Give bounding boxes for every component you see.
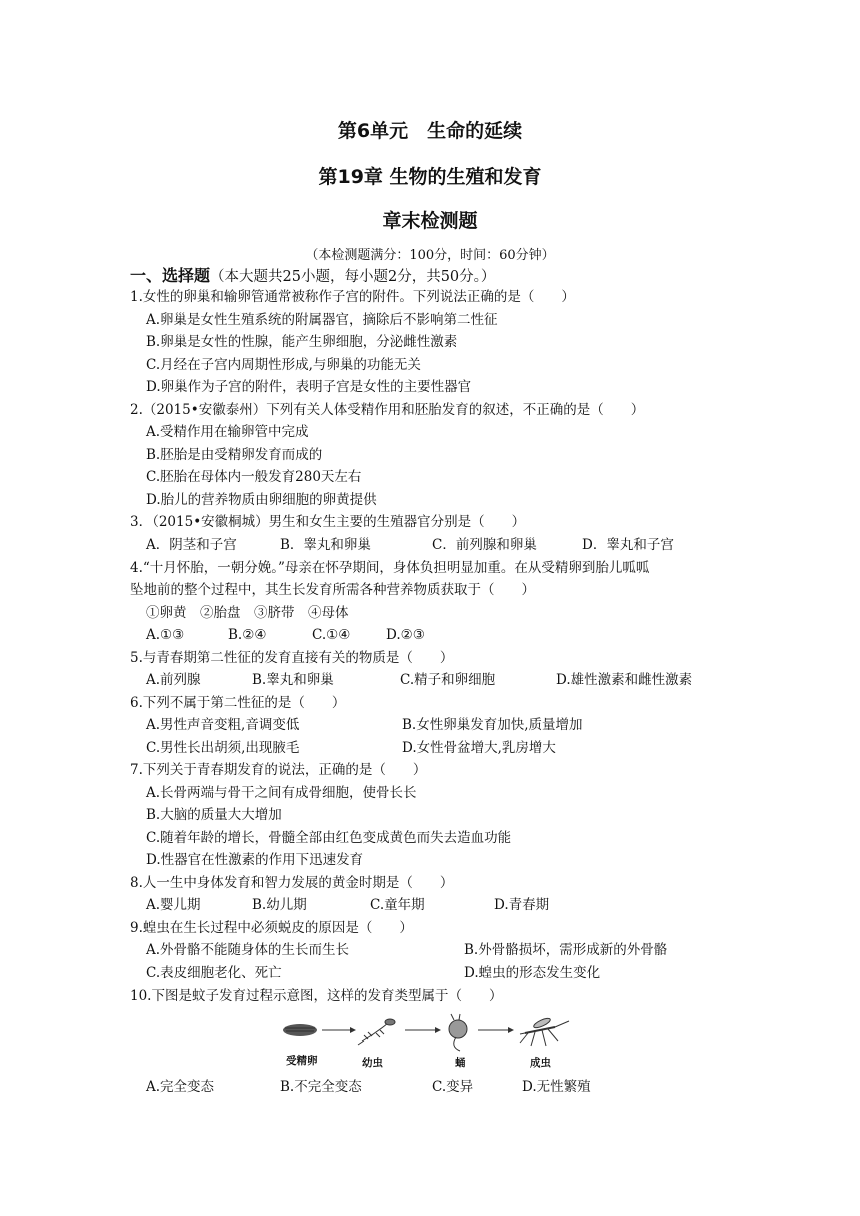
question-7-option-b: B.大脑的质量大大增加 bbox=[146, 807, 282, 823]
question-3-option-a: A．阴茎和子宫 bbox=[146, 537, 237, 553]
unit-title: 第6单元 生命的延续 bbox=[337, 120, 523, 142]
question-10-stem: 10.下图是蚊子发育过程示意图，这样的发育类型属于（ ） bbox=[130, 988, 503, 1004]
section-description: （本大题共25小题，每小题2分，共50分。） bbox=[210, 269, 496, 285]
question-6-option-a: A.男性声音变粗,音调变低 bbox=[146, 717, 300, 733]
question-9-option-a: A.外骨骼不能随身体的生长而生长 bbox=[146, 942, 350, 958]
question-2-option-a: A.受精作用在输卵管中完成 bbox=[146, 424, 309, 440]
question-3-stem: 3．（2015•安徽桐城）男生和女生主要的生殖器官分别是（ ） bbox=[130, 514, 526, 530]
question-4-option-d: D.②③ bbox=[386, 627, 425, 643]
mosquito-development-diagram bbox=[280, 1013, 580, 1071]
question-10-option-c: C.变异 bbox=[432, 1079, 474, 1095]
question-10-option-d: D.无性繁殖 bbox=[522, 1079, 591, 1095]
label-fertilized-egg: 受精卵 bbox=[286, 1055, 318, 1067]
question-4-stem-line2: 坠地前的整个过程中，其生长发育所需各种营养物质获取于（ ） bbox=[130, 582, 535, 598]
larva-drawing bbox=[358, 1019, 395, 1045]
question-9-option-b: B.外骨骼损坏，需形成新的外骨骼 bbox=[464, 942, 668, 958]
test-title: 章末检测题 bbox=[382, 210, 478, 232]
section-heading bbox=[130, 263, 495, 286]
question-8-option-a: A.婴儿期 bbox=[146, 897, 201, 913]
question-4-stem-line1: 4.“十月怀胎，一朝分娩。”母亲在怀孕期间，身体负担明显加重。在从受精卵到胎儿呱呱 bbox=[130, 560, 650, 576]
question-4-option-c: C.①④ bbox=[312, 627, 351, 643]
question-5-option-a: A.前列腺 bbox=[146, 672, 201, 688]
question-5-option-b: B.睾丸和卵巢 bbox=[252, 672, 334, 688]
question-7-option-d: D.性器官在性激素的作用下迅速发育 bbox=[146, 852, 364, 868]
mosquito-life-cycle-illustration bbox=[280, 1013, 580, 1055]
question-4-items: ①卵黄 ②胎盘 ③脐带 ④母体 bbox=[146, 605, 349, 621]
question-7-stem: 7.下列关于青春期发育的说法，正确的是（ ） bbox=[130, 762, 427, 778]
question-10-option-a: A.完全变态 bbox=[146, 1079, 215, 1095]
question-2-option-d: D.胎儿的营养物质由卵细胞的卵黄提供 bbox=[146, 492, 377, 508]
question-3-option-d: D．睾丸和子宫 bbox=[582, 537, 674, 553]
question-8-option-c: C.童年期 bbox=[370, 897, 425, 913]
score-time-note: （本检测题满分：100分，时间：60分钟） bbox=[305, 248, 555, 263]
adult-mosquito-drawing bbox=[520, 1016, 569, 1046]
question-5-option-c: C.精子和卵细胞 bbox=[400, 672, 496, 688]
question-6-stem: 6.下列不属于第二性征的是（ ） bbox=[130, 695, 346, 711]
chapter-title: 第19章 生物的生殖和发育 bbox=[318, 166, 542, 188]
pupa-drawing bbox=[449, 1014, 467, 1051]
question-1-option-b: B.卵巢是女性的性腺，能产生卵细胞，分泌雌性激素 bbox=[146, 334, 458, 350]
question-6-option-b: B.女性卵巢发育加快,质量增加 bbox=[402, 717, 583, 733]
question-2-stem: 2.（2015•安徽泰州）下列有关人体受精作用和胚胎发育的叙述，不正确的是（ ） bbox=[130, 402, 645, 418]
question-8-option-b: B.幼儿期 bbox=[252, 897, 307, 913]
question-6-option-c: C.男性长出胡须,出现腋毛 bbox=[146, 740, 300, 756]
question-6-option-d: D.女性骨盆增大,乳房增大 bbox=[402, 740, 556, 756]
question-1-option-d: D.卵巢作为子宫的附件，表明子宫是女性的主要性器官 bbox=[146, 379, 472, 395]
question-10-option-b: B.不完全变态 bbox=[280, 1079, 362, 1095]
question-8-stem: 8.人一生中身体发育和智力发展的黄金时期是（ ） bbox=[130, 875, 454, 891]
question-3-option-b: B．睾丸和卵巢 bbox=[280, 537, 371, 553]
section-heading-label: 一、选择题 bbox=[130, 266, 211, 285]
egg-drawing bbox=[283, 1024, 317, 1036]
label-larva: 幼虫 bbox=[362, 1057, 383, 1069]
question-9-option-d: D.蝗虫的形态发生变化 bbox=[464, 965, 601, 981]
question-9-stem: 9.蝗虫在生长过程中必须蜕皮的原因是（ ） bbox=[130, 920, 413, 936]
question-2-option-c: C.胚胎在母体内一般发育280天左右 bbox=[146, 469, 362, 485]
question-8-option-d: D.青春期 bbox=[494, 897, 550, 913]
question-4-option-b: B.②④ bbox=[228, 627, 267, 643]
question-3-option-c: C．前列腺和卵巢 bbox=[432, 537, 537, 553]
question-2-option-b: B.胚胎是由受精卵发育而成的 bbox=[146, 447, 323, 463]
label-adult: 成虫 bbox=[530, 1057, 551, 1069]
question-5-option-d: D.雄性激素和雌性激素 bbox=[556, 672, 693, 688]
label-pupa: 蛹 bbox=[455, 1057, 466, 1069]
question-1-option-c: C.月经在子宫内周期性形成,与卵巢的功能无关 bbox=[146, 357, 421, 373]
question-7-option-c: C.随着年龄的增长，骨髓全部由红色变成黄色而失去造血功能 bbox=[146, 830, 512, 846]
question-1-option-a: A.卵巢是女性生殖系统的附属器官，摘除后不影响第二性征 bbox=[146, 312, 498, 328]
question-1-stem: 1.女性的卵巢和输卵管通常被称作子宫的附件。下列说法正确的是（ ） bbox=[130, 289, 575, 305]
question-5-stem: 5.与青春期第二性征的发育直接有关的物质是（ ） bbox=[130, 650, 454, 666]
question-9-option-c: C.表皮细胞老化、死亡 bbox=[146, 965, 282, 981]
question-7-option-a: A.长骨两端与骨干之间有成骨细胞，使骨长长 bbox=[146, 785, 417, 801]
question-4-option-a: A.①③ bbox=[146, 627, 185, 643]
